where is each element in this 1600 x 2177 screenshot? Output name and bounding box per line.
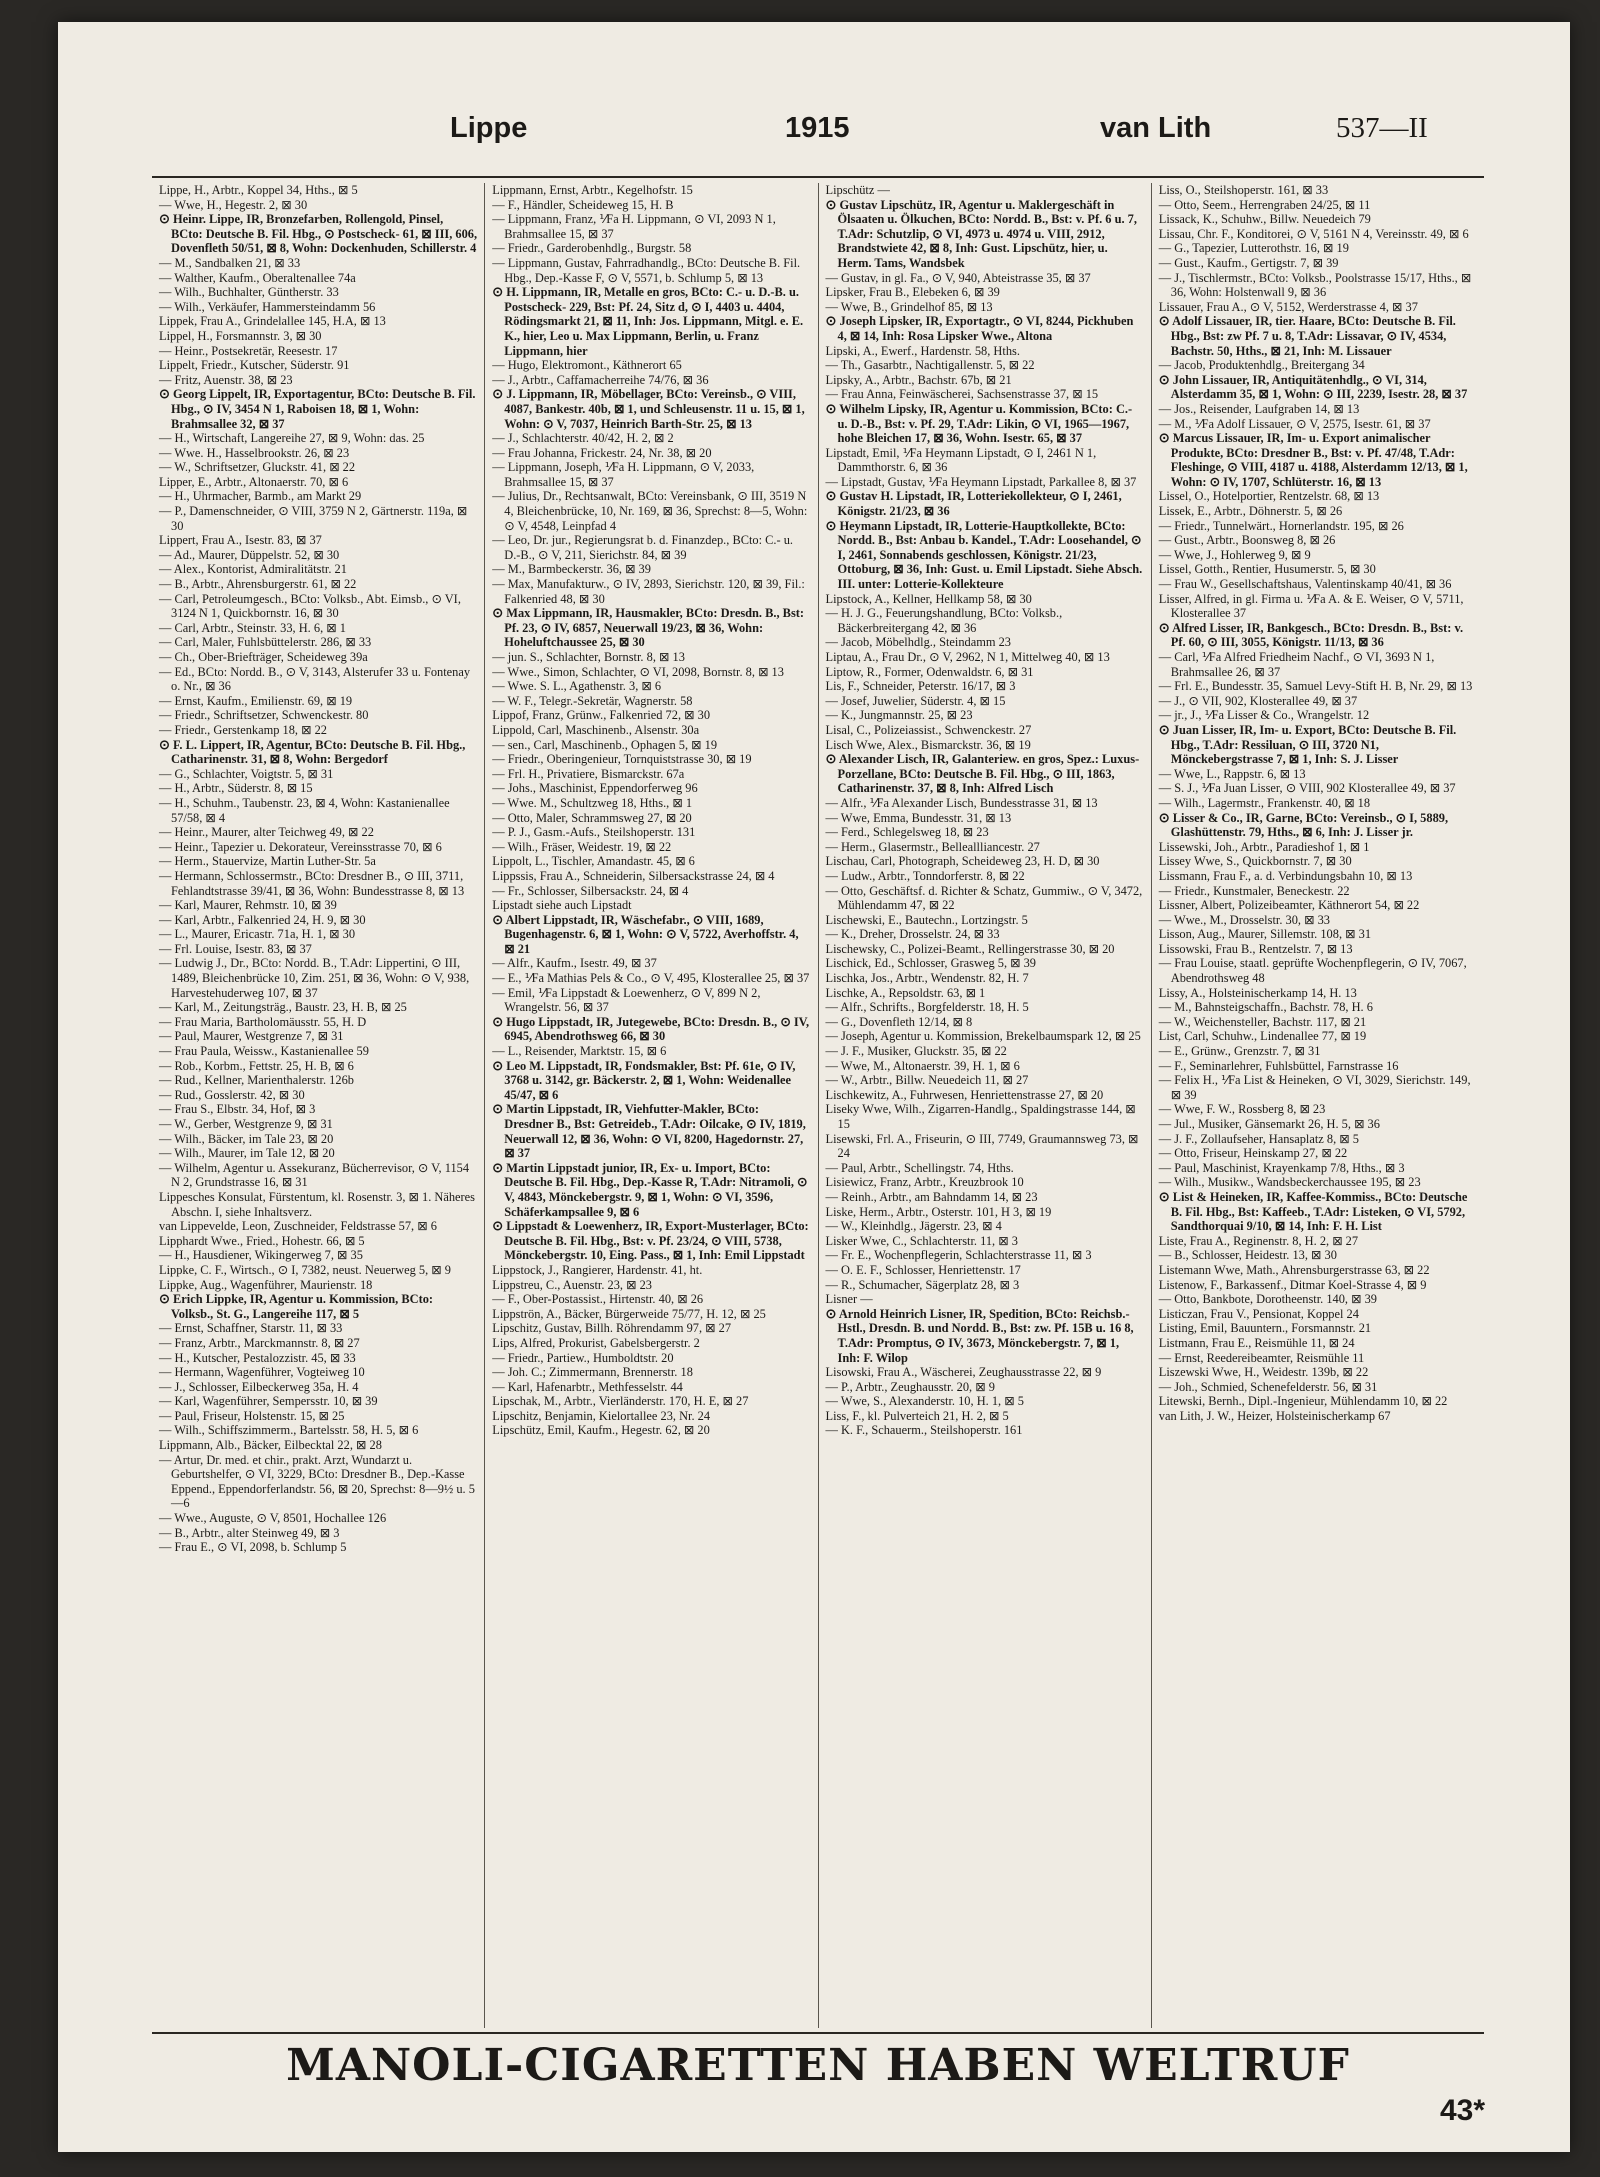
advertisement-banner: MANOLI-CIGARETTEN HABEN WELTRUF <box>286 2040 1350 2091</box>
directory-entry: — W., Schriftsetzer, Gluckstr. 41, ⊠ 22 <box>159 460 356 475</box>
directory-entry: Lippstreu, C., Auenstr. 23, ⊠ 23 <box>492 1277 653 1292</box>
directory-entry: — K. F., Schauerm., Steilshoperstr. 161 <box>825 1423 1023 1438</box>
directory-entry: — Frau S., Elbstr. 34, Hof, ⊠ 3 <box>159 1102 316 1117</box>
directory-entry: — J., Schlachterstr. 40/42, H. 2, ⊠ 2 <box>492 431 674 446</box>
directory-entry: — Wwe, B., Grindelhof 85, ⊠ 13 <box>825 299 993 314</box>
directory-entry: Lipschak, M., Arbtr., Vierländerstr. 170, H. E, ⊠ 27 <box>492 1394 749 1409</box>
directory-entry: — J., Arbtr., Caffamacherreihe 74/76, ⊠ 36 <box>492 372 709 387</box>
directory-entry: — P., Damenschneider, ⊙ VIII, 3759 N 2, Gärtnerstr. 119a, ⊠ 30 <box>159 504 468 533</box>
directory-entry: — L., Reisender, Marktstr. 15, ⊠ 6 <box>492 1044 667 1059</box>
directory-entry: — B., Arbtr., Ahrensburgerstr. 61, ⊠ 22 <box>159 577 357 592</box>
directory-entry: Lips, Alfred, Prokurist, Gabelsbergerstr. 2 <box>492 1335 700 1350</box>
directory-entry: — Carl, Arbtr., Steinstr. 33, H. 6, ⊠ 1 <box>159 620 346 635</box>
directory-entry: — M., ⅟Fa Adolf Lissauer, ⊙ V, 2575, Isestr. 61, ⊠ 37 <box>1158 416 1431 431</box>
directory-entry: — Gust., Arbtr., Boonsweg 8, ⊠ 26 <box>1158 533 1336 548</box>
directory-entry: — W., Arbtr., Billw. Neuedeich 11, ⊠ 27 <box>825 1073 1029 1088</box>
directory-entry: — Otto, Bankbote, Dorotheenstr. 140, ⊠ 39 <box>1158 1292 1377 1307</box>
directory-entry: — Ferd., Schlegelsweg 18, ⊠ 23 <box>825 825 989 840</box>
directory-entry: — Wwe, Emma, Bundesstr. 31, ⊠ 13 <box>825 810 1012 825</box>
directory-entry: — Paul, Maurer, Westgrenze 7, ⊠ 31 <box>159 1029 344 1044</box>
firm-entry: ⊙ Joseph Lipsker, IR, Exportagtr., ⊙ VI, 8244, Pickhuben 4, ⊠ 14, Inh: Rosa Lipsker Wwe., Altona <box>825 313 1134 343</box>
directory-entry: — H., Hausdiener, Wikingerweg 7, ⊠ 35 <box>159 1248 363 1263</box>
directory-entry: Litewski, Bernh., Dipl.-Ingenieur, Mühlendamm 10, ⊠ 22 <box>1158 1394 1448 1409</box>
directory-entry: — Paul, Friseur, Holstenstr. 15, ⊠ 25 <box>159 1408 345 1423</box>
directory-entry: Lissey Wwe, S., Quickbornstr. 7, ⊠ 30 <box>1158 854 1352 869</box>
directory-entry: — H., Kutscher, Pestalozzistr. 45, ⊠ 33 <box>159 1350 356 1365</box>
directory-entry: Lipstadt, Emil, ⅟Fa Heymann Lipstadt, ⊙ I, 2461 N 1, Dammthorstr. 6, ⊠ 36 <box>825 445 1097 475</box>
directory-entry: — Jacob, Möbelhdlg., Steindamm 23 <box>825 635 1011 650</box>
directory-entry: — W., Weichensteller, Bachstr. 117, ⊠ 21 <box>1158 1014 1367 1029</box>
directory-entry: Lisker Wwe, C., Schlachterstr. 11, ⊠ 3 <box>825 1233 1018 1248</box>
directory-entry: Liptau, A., Frau Dr., ⊙ V, 2962, N 1, Mittelweg 40, ⊠ 13 <box>825 650 1110 664</box>
firm-entry: ⊙ Hugo Lippstadt, IR, Jutegewebe, BCto: Dresdn. B., ⊙ IV, 6945, Abendrothsweg 66, ⊠ 30 <box>492 1013 810 1044</box>
directory-entry: — Hermann, Wagenführer, Vogteiweg 10 <box>159 1365 365 1380</box>
directory-entry: Listmann, Frau E., Reismühle 11, ⊠ 24 <box>1158 1335 1355 1350</box>
directory-entry: — Friedr., Garderobenhdlg., Burgstr. 58 <box>492 241 692 256</box>
firm-entry: ⊙ List & Heineken, IR, Kaffee-Kommiss., BCto: Deutsche B. Fil. Hbg., Bst: Kaffeeb., T.Adr: Listeken, ⊙ VI, 5792, Sandthorquai 9/10, ⊠ 14, Inh: F. H. List <box>1158 1188 1468 1234</box>
directory-entry: — Ludw., Arbtr., Tonndorferstr. 8, ⊠ 22 <box>825 868 1025 883</box>
directory-entry: — Emil, ⅟Fa Lippstadt & Loewenherz, ⊙ V, 899 N 2, Wrangelstr. 56, ⊠ 37 <box>492 985 761 1015</box>
directory-entry: — Th., Gasarbtr., Nachtigallenstr. 5, ⊠ 22 <box>825 358 1035 373</box>
firm-entry: ⊙ Juan Lisser, IR, Im- u. Export, BCto: Deutsche B. Fil. Hbg., T.Adr: Ressiluan, ⊙ III, 3720 N1, Mönckebergstrasse 7, ⊠ 1, Inh: S. J. Lisser <box>1158 721 1457 767</box>
column-4 <box>1151 183 1484 2028</box>
directory-entry: — Wwe, H., Hegestr. 2, ⊠ 30 <box>159 197 308 212</box>
directory-entry: List, Carl, Schuhw., Lindenallee 77, ⊠ 19 <box>1158 1029 1367 1044</box>
directory-entry: — Friedr., Kunstmaler, Beneckestr. 22 <box>1158 883 1350 898</box>
firm-entry: ⊙ Gustav H. Lipstadt, IR, Lotteriekollekteur, ⊙ I, 2461, Königstr. 21/23, ⊠ 36 <box>825 488 1122 519</box>
firm-entry: ⊙ Heinr. Lippe, IR, Bronzefarben, Rollengold, Pinsel, BCto: Deutsche B. Fil. Hbg., ⊙ Postscheck- 61, ⊠ III, 606, Dovenfleth 50/51, ⊠ 8, Wohn: Dockenhuden, Schillerstr. 4 <box>159 211 478 256</box>
directory-entry: — K., Jungmannstr. 25, ⊠ 23 <box>825 708 973 723</box>
directory-entry: — Wilh., Fräser, Weidestr. 19, ⊠ 22 <box>492 839 672 854</box>
directory-entry: — Fritz, Auenstr. 38, ⊠ 23 <box>159 372 293 387</box>
sheet-number: 43* <box>1440 2094 1486 2127</box>
directory-entry: — Leo, Dr. jur., Regierungsrat b. d. Finanzdep., BCto: C.- u. D.-B., ⊙ V, 211, Sierichstr. 84, ⊠ 39 <box>492 533 794 562</box>
directory-entry: — H., Wirtschaft, Langereihe 27, ⊠ 9, Wohn: das. 25 <box>159 431 425 446</box>
directory-entry: Lis, F., Schneider, Peterstr. 16/17, ⊠ 3 <box>825 679 1016 694</box>
directory-entry: — B., Arbtr., alter Steinweg 49, ⊠ 3 <box>159 1525 340 1540</box>
directory-entry: van Lith, J. W., Heizer, Holsteinischerkamp 67 <box>1158 1408 1391 1423</box>
directory-entry: Lippe, H., Arbtr., Koppel 34, Hths., ⊠ 5 <box>159 183 358 197</box>
directory-entry: — Lipstadt, Gustav, ⅟Fa Heymann Lipstadt, Parkallee 8, ⊠ 37 <box>825 474 1137 489</box>
directory-entry: — W., Kleinhdlg., Jägerstr. 23, ⊠ 4 <box>825 1219 1002 1234</box>
directory-entry: — Wwe. H., Hasselbrookstr. 26, ⊠ 23 <box>159 445 350 460</box>
directory-entry: — Friedr., Tunnelwärt., Hornerlandstr. 195, ⊠ 26 <box>1158 518 1404 533</box>
directory-entry: — Frau Louise, staatl. geprüfte Wochenpflegerin, ⊙ IV, 7067, Abendrothsweg 48 <box>1158 956 1467 986</box>
directory-entry: — Wilh., Schiffszimmerm., Bartelsstr. 58, H. 5, ⊠ 6 <box>159 1423 419 1438</box>
directory-entry: Liszewski Wwe, H., Weidestr. 139b, ⊠ 22 <box>1158 1365 1369 1380</box>
directory-entry: — Wwe., M., Drosselstr. 30, ⊠ 33 <box>1158 912 1330 927</box>
directory-entry: — Herm., Glasermstr., Belleallliancestr. 27 <box>825 839 1040 854</box>
directory-entry: Lissowski, Frau B., Rentzelstr. 7, ⊠ 13 <box>1158 941 1353 956</box>
directory-entry: — B., Schlosser, Heidestr. 13, ⊠ 30 <box>1158 1248 1337 1263</box>
directory-entry: Liseky Wwe, Wilh., Zigarren-Handlg., Spaldingstrasse 144, ⊠ 15 <box>825 1102 1136 1131</box>
directory-entry: — S. J., ⅟Fa Juan Lisser, ⊙ VIII, 902 Klosterallee 49, ⊠ 37 <box>1158 781 1456 796</box>
directory-entry: — Wilh., Maurer, im Tale 12, ⊠ 20 <box>159 1146 335 1161</box>
directory-entry: Lissauer, Frau A., ⊙ V, 5152, Werderstrasse 4, ⊠ 37 <box>1158 299 1418 314</box>
directory-entry: — Ernst, Kaufm., Emilienstr. 69, ⊠ 19 <box>159 693 353 708</box>
directory-entry: — Artur, Dr. med. et chir., prakt. Arzt, Wundarzt u. Geburtshelfer, ⊙ VI, 3229, BCto: Dresdner B., Dep.-Kasse Eppend., Eppendorferlandstr. 56, ⊠ 20, Sprechst: 8—9½ u. 5—6 <box>159 1452 475 1511</box>
firm-entry: ⊙ Lippstadt & Loewenherz, IR, Export-Musterlager, BCto: Deutsche B. Fil. Hbg., Bst: v. Pf. 23/24, ⊙ VIII, 5738, Mönckebergstr. 10, Eing. Pass., ⊠ 1, Inh: Emil Lippstadt <box>492 1218 809 1263</box>
directory-entry: Lipper, E., Arbtr., Altonaerstr. 70, ⊠ 6 <box>159 474 349 489</box>
directory-entry: Lippold, Carl, Maschinenb., Alsenstr. 30a <box>492 722 700 737</box>
directory-entry: Lisch Wwe, Alex., Bismarckstr. 36, ⊠ 19 <box>825 737 1031 752</box>
directory-entry: — P., Arbtr., Zeughausstr. 20, ⊠ 9 <box>825 1379 995 1394</box>
directory-entry: — J. F., Zollaufseher, Hansaplatz 8, ⊠ 5 <box>1158 1131 1359 1146</box>
header-first-name: Lippe <box>450 112 528 144</box>
firm-entry: ⊙ Martin Lippstadt junior, IR, Ex- u. Import, BCto: Deutsche B. Fil. Hbg., Dep.-Kasse R, T.Adr: Nitramoli, ⊙ V, 4843, Mönckebergstr. 9, ⊠ 1, Wohn: ⊙ VI, 3596, Schäferkampsallee 9, ⊠ 6 <box>492 1159 808 1219</box>
directory-entry: — Josef, Juwelier, Süderstr. 4, ⊠ 15 <box>825 693 1006 708</box>
directory-entry: Lissy, A., Holsteinischerkamp 14, H. 13 <box>1158 985 1357 1000</box>
directory-entry: — Ed., BCto: Nordd. B., ⊙ V, 3143, Alsterufer 33 u. Fontenay o. Nr., ⊠ 36 <box>159 664 471 694</box>
firm-entry: ⊙ H. Lippmann, IR, Metalle en gros, BCto: C.- u. D.-B. u. Postscheck- 229, Bst: Pf. 24, Sitz d, ⊙ I, 4403 u. 4404, Rödingsmarkt 21, ⊠ 11, Inh: Jos. Lippmann, Mitgl. e. E. K., hier, Leo u. Max Lippmann, Berlin, u. Franz Lippmann, hier <box>492 284 804 358</box>
directory-entry: Liss, F., kl. Pulverteich 21, H. 2, ⊠ 5 <box>825 1408 1009 1423</box>
directory-entry: Lippstock, J., Rangierer, Hardenstr. 41, ht. <box>492 1262 703 1277</box>
bottom-rule <box>152 2032 1484 2034</box>
firm-entry: ⊙ J. Lippmann, IR, Möbellager, BCto: Vereinsb., ⊙ VIII, 4087, Bankestr. 40b, ⊠ 1, und Schleusenstr. 11 u. 15, ⊠ 1, Wohn: ⊙ V, 7037, Heinrich Barth-Str. 25, ⊠ 13 <box>492 386 805 431</box>
directory-entry: Lissel, Gotth., Rentier, Husumerstr. 5, ⊠ 30 <box>1158 562 1376 577</box>
directory-entry: — Ernst, Reedereibeamter, Reismühle 11 <box>1158 1350 1365 1365</box>
directory-entry: — Wilh., Buchhalter, Güntherstr. 33 <box>159 285 339 300</box>
directory-entry: Listiczan, Frau V., Pensionat, Koppel 24 <box>1158 1306 1359 1321</box>
directory-entry: — G., Schlachter, Voigtstr. 5, ⊠ 31 <box>159 766 334 781</box>
directory-entry: — K., Dreher, Drosselstr. 24, ⊠ 33 <box>825 927 1000 942</box>
directory-entry: Liss, O., Steilshoperstr. 161, ⊠ 33 <box>1158 183 1329 197</box>
directory-entry: — Fr. E., Wochenpflegerin, Schlachterstrasse 11, ⊠ 3 <box>825 1248 1092 1263</box>
directory-entry: — Alfr., ⅟Fa Alexander Lisch, Bundesstrasse 31, ⊠ 13 <box>825 795 1098 810</box>
directory-entry: — Paul, Arbtr., Schellingstr. 74, Hths. <box>825 1160 1014 1175</box>
directory-entry: — sen., Carl, Maschinenb., Ophagen 5, ⊠ 19 <box>492 737 718 752</box>
directory-entry: — Friedr., Schriftsetzer, Schwenckestr. 80 <box>159 708 369 723</box>
directory-entry: — Wwe, J., Hohlerweg 9, ⊠ 9 <box>1158 547 1311 562</box>
firm-entry: ⊙ Marcus Lissauer, IR, Im- u. Export animalischer Produkte, BCto: Dresdner B., Bst: v. Pf. 47/48, T.Adr: Fleshinge, ⊙ VIII, 4187 u. 4188, Alsterdamm 12/13, ⊠ 1, Wohn: ⊙ IV, 1707, Schlüterstr. 16, ⊠ 13 <box>1158 430 1468 489</box>
directory-entry: — M., Barmbeckerstr. 36, ⊠ 39 <box>492 562 651 577</box>
directory-entry: Lipschitz, Benjamin, Kielortallee 23, Nr. 24 <box>492 1408 711 1423</box>
firm-entry: ⊙ Albert Lippstadt, IR, Wäschefabr., ⊙ VIII, 1689, Bugenhagenstr. 6, ⊠ 1, Wohn: ⊙ V, 5722, Averhoffstr. 4, ⊠ 21 <box>492 911 799 956</box>
directory-entry: — W. F., Telegr.-Sekretär, Wagnerstr. 58 <box>492 693 693 708</box>
directory-entry: Lippek, Frau A., Grindelallee 145, H.A, ⊠ 13 <box>159 314 386 329</box>
directory-entry: — H., Uhrmacher, Barmb., am Markt 29 <box>159 489 362 504</box>
directory-entry: Lipsky, A., Arbtr., Bachstr. 67b, ⊠ 21 <box>825 372 1012 387</box>
firm-entry: ⊙ Lisser & Co., IR, Garne, BCto: Vereinsb., ⊙ I, 5889, Glashüttenstr. 79, Hths., ⊠ 6, Inh: J. Lisser jr. <box>1158 809 1449 840</box>
directory-entry: — F., Händler, Scheideweg 15, H. B <box>492 197 674 212</box>
directory-entry: — Friedr., Gerstenkamp 18, ⊠ 22 <box>159 722 327 737</box>
directory-entry: — Ernst, Schaffner, Starstr. 11, ⊠ 33 <box>159 1321 343 1336</box>
top-rule <box>152 176 1484 178</box>
directory-entry: — G., Dovenfleth 12/14, ⊠ 8 <box>825 1014 973 1029</box>
directory-entry: Lischka, Jos., Arbtr., Wendenstr. 82, H. 7 <box>825 971 1029 986</box>
firm-entry: ⊙ Max Lippmann, IR, Hausmakler, BCto: Dresdn. B., Bst: Pf. 23, ⊙ IV, 6857, Neuerwall 19/23, ⊠ 36, Wohn: Hoheluftchaussee 25, ⊠ 30 <box>492 605 805 650</box>
directory-entry: — Wilh., Lagermstr., Frankenstr. 40, ⊠ 18 <box>1158 795 1371 810</box>
directory-entry: — Frau Johanna, Frickestr. 24, Nr. 38, ⊠ 20 <box>492 445 712 460</box>
firm-entry: ⊙ Erich Lippke, IR, Agentur u. Kommission, BCto: Volksb., St. G., Langereihe 117, ⊠ 5 <box>159 1291 434 1321</box>
directory-entry: — Fr., Schlosser, Silbersackstr. 24, ⊠ 4 <box>492 883 689 898</box>
header-page-number: 537—II <box>1336 112 1428 144</box>
directory-entry: — Otto, Maler, Schrammsweg 27, ⊠ 20 <box>492 810 692 825</box>
directory-entry: — J. F., Musiker, Gluckstr. 35, ⊠ 22 <box>825 1044 1007 1059</box>
directory-entry: Lippert, Frau A., Isestr. 83, ⊠ 37 <box>159 533 322 548</box>
directory-entry: Listing, Emil, Bauuntern., Forsmannstr. 21 <box>1158 1321 1372 1336</box>
directory-entry: Lisowski, Frau A., Wäscherei, Zeughausstrasse 22, ⊠ 9 <box>825 1365 1102 1380</box>
firm-entry: ⊙ Alfred Lisser, IR, Bankgesch., BCto: Dresdn. B., Bst: v. Pf. 60, ⊙ III, 3055, Königstr. 11/13, ⊠ 36 <box>1158 619 1464 650</box>
header-last-name: van Lith <box>1100 112 1212 144</box>
directory-entry: Lippesches Konsulat, Fürstentum, kl. Rosenstr. 3, ⊠ 1. Näheres Abschn. I, siehe Inhaltsverz. <box>159 1189 475 1219</box>
directory-entry: Lippke, Aug., Wagenführer, Maurienstr. 18 <box>159 1277 373 1292</box>
directory-entry: Lisal, C., Polizeiassist., Schwenckestr. 27 <box>825 722 1032 737</box>
directory-entry: Lippmann, Alb., Bäcker, Eilbecktal 22, ⊠ 28 <box>159 1438 382 1453</box>
directory-entry: — M., Bahnsteigschaffn., Bachstr. 78, H. 6 <box>1158 1000 1373 1015</box>
firm-entry: ⊙ Leo M. Lippstadt, IR, Fondsmakler, Bst: Pf. 61e, ⊙ IV, 3768 u. 3142, gr. Bäckerstr. 2, ⊠ 1, Wohn: Weidenallee 45/47, ⊠ 6 <box>492 1057 796 1102</box>
directory-entry: — Rob., Korbm., Fettstr. 25, H. B, ⊠ 6 <box>159 1058 354 1073</box>
firm-entry: ⊙ Arnold Heinrich Lisner, IR, Spedition, BCto: Reichsb.-Hstl., Dresdn. B. und Nordd. B., Bst: zw. Pf. 15B u. 16 8, T.Adr: Promptus, ⊙ IV, 3673, Mönckebergstr. 7, ⊠ 1, Inh: F. Wilop <box>825 1305 1134 1365</box>
column-1 <box>152 183 484 2028</box>
directory-entry: — W., Gerber, Westgrenze 9, ⊠ 31 <box>159 1117 333 1131</box>
directory-entry: — Heinr., Tapezier u. Dekorateur, Vereinsstrasse 70, ⊠ 6 <box>159 839 442 854</box>
directory-entry: — P. J., Gasm.-Aufs., Steilshoperstr. 131 <box>492 825 696 840</box>
directory-entry: — H., Arbtr., Süderstr. 8, ⊠ 15 <box>159 781 313 796</box>
directory-entry: — Felix H., ⅟Fa List & Heineken, ⊙ VI, 3029, Sierichstr. 149, ⊠ 39 <box>1158 1073 1471 1102</box>
directory-entry: — Wilh., Bäcker, im Tale 23, ⊠ 20 <box>159 1131 334 1146</box>
directory-entry: — Hermann, Schlossermstr., BCto: Dresdner B., ⊙ III, 3711, Fehlandtstrasse 39/41, ⊠ 36, Wohn: Bundesstrasse 8, ⊠ 13 <box>159 868 465 898</box>
directory-entry: van Lippevelde, Leon, Zuschneider, Feldstrasse 57, ⊠ 6 <box>159 1219 437 1234</box>
directory-entry: — Frau E., ⊙ VI, 2098, b. Schlump 5 <box>159 1540 347 1555</box>
directory-entry: Lippelt, Friedr., Kutscher, Süderstr. 91 <box>159 358 350 373</box>
directory-entry: — Frau Paula, Weissw., Kastanienallee 59 <box>159 1044 369 1059</box>
firm-entry: ⊙ F. L. Lippert, IR, Agentur, BCto: Deutsche B. Fil. Hbg., Catharinenstr. 31, ⊠ 8, Wohn: Bergedorf <box>159 736 466 767</box>
directory-entry: Lissau, Chr. F., Konditorei, ⊙ V, 5161 N 4, Vereinsstr. 49, ⊠ 6 <box>1158 226 1469 241</box>
page-header <box>450 112 1510 152</box>
directory-entry: — Lippmann, Gustav, Fahrradhandlg., BCto: Deutsche B. Fil. Hbg., Dep.-Kasse F, ⊙ V, 5571, b. Schlump 5, ⊠ 13 <box>492 255 801 285</box>
directory-entry: Lisser, Alfred, in gl. Firma u. ⅟Fa A. & E. Weiser, ⊙ V, 5711, Klosterallee 37 <box>1158 591 1464 621</box>
firm-entry: ⊙ John Lissauer, IR, Antiquitätenhdlg., ⊙ VI, 314, Alsterdamm 35, ⊠ 1, Wohn: ⊙ III, 2239, Isestr. 28, ⊠ 37 <box>1158 371 1468 402</box>
header-year: 1915 <box>785 112 850 144</box>
directory-entry: Lisewski, Frl. A., Friseurin, ⊙ III, 7749, Graumannsweg 73, ⊠ 24 <box>825 1131 1139 1161</box>
directory-entry: — Alex., Kontorist, Admiralitätstr. 21 <box>159 562 347 577</box>
directory-entry: — J., ⊙ VII, 902, Klosterallee 49, ⊠ 37 <box>1158 693 1358 708</box>
directory-entry: — Wwe. M., Schultzweg 18, Hths., ⊠ 1 <box>492 795 693 810</box>
directory-entry: — O. E. F., Schlosser, Henriettenstr. 17 <box>825 1262 1021 1277</box>
directory-entry: Lippof, Franz, Grünw., Falkenried 72, ⊠ 30 <box>492 708 711 723</box>
directory-entry: Lippolt, L., Tischler, Amandastr. 45, ⊠ 6 <box>492 854 695 869</box>
directory-entry: — H., Schuhm., Taubenstr. 23, ⊠ 4, Wohn: Kastanienallee 57/58, ⊠ 4 <box>159 795 450 825</box>
directory-entry: Lissewski, Joh., Arbtr., Paradieshof 1, ⊠ 1 <box>1158 839 1370 854</box>
directory-entry: Lisiewicz, Franz, Arbtr., Kreuzbrook 10 <box>825 1175 1024 1190</box>
directory-entry: — Karl, Arbtr., Falkenried 24, H. 9, ⊠ 30 <box>159 912 366 927</box>
directory-entry: — Herm., Stauervize, Martin Luther-Str. 5a <box>159 854 376 869</box>
directory-entry: Lipski, A., Ewerf., Hardenstr. 58, Hths. <box>825 343 1020 358</box>
directory-entry: — Alfr., Kaufm., Isestr. 49, ⊠ 37 <box>492 956 657 971</box>
directory-entry: — Rud., Kellner, Marienthalerstr. 126b <box>159 1073 354 1088</box>
firm-entry: ⊙ Georg Lippelt, IR, Exportagentur, BCto: Deutsche B. Fil. Hbg., ⊙ IV, 3454 N 1, Raboisen 18, ⊠ 1, Wohn: Brahmsallee 32, ⊠ 37 <box>159 386 476 431</box>
directory-entry: Lipschütz — <box>825 183 890 197</box>
directory-entry: — J., Schlosser, Eilbeckerweg 35a, H. 4 <box>159 1379 359 1394</box>
directory-entry: — Otto, Geschäftsf. d. Richter & Schatz, Gummiw., ⊙ V, 3472, Mühlendamm 47, ⊠ 22 <box>825 883 1143 913</box>
directory-entry: Lissel, O., Hotelportier, Rentzelstr. 68, ⊠ 13 <box>1158 489 1380 504</box>
directory-entry: — F., Seminarlehrer, Fuhlsbüttel, Farnstrasse 16 <box>1158 1058 1399 1073</box>
directory-entry: — Wilh., Musikw., Wandsbeckerchaussee 195, ⊠ 23 <box>1158 1175 1421 1190</box>
directory-entry: — Lippmann, Franz, ⅟Fa H. Lippmann, ⊙ VI, 2093 N 1, Brahmsallee 15, ⊠ 37 <box>492 212 776 241</box>
directory-entry: Lisner — <box>825 1292 873 1307</box>
directory-entry: — Joh., Schmied, Schenefelderstr. 56, ⊠ 31 <box>1158 1379 1378 1394</box>
directory-entry: — G., Tapezier, Lutterothstr. 16, ⊠ 19 <box>1158 241 1349 256</box>
directory-entry: — Frau Anna, Feinwäscherei, Sachsenstrasse 37, ⊠ 15 <box>825 387 1099 402</box>
directory-entry: Liptow, R., Former, Odenwaldstr. 6, ⊠ 31 <box>825 664 1034 679</box>
directory-entry: Lischau, Carl, Photograph, Scheideweg 23, H. D, ⊠ 30 <box>825 854 1100 869</box>
directory-entry: Lischewsky, C., Polizei-Beamt., Rellingerstrasse 30, ⊠ 20 <box>825 941 1115 956</box>
directory-entry: Lischick, Ed., Schlosser, Grasweg 5, ⊠ 39 <box>825 956 1037 971</box>
directory-entry: Lissack, K., Schuhw., Billw. Neuedeich 79 <box>1158 212 1371 227</box>
directory-entry: — E., ⅟Fa Mathias Pels & Co., ⊙ V, 495, Klosterallee 25, ⊠ 37 <box>492 971 810 986</box>
directory-entry: Lissner, Albert, Polizeibeamter, Käthnerort 54, ⊠ 22 <box>1158 898 1420 913</box>
directory-entry: Lipsker, Frau B., Elebeken 6, ⊠ 39 <box>825 285 1000 300</box>
directory-entry: — Franz, Arbtr., Marckmannstr. 8, ⊠ 27 <box>159 1335 360 1350</box>
directory-entry: — Heinr., Maurer, alter Teichweg 49, ⊠ 22 <box>159 825 374 840</box>
directory-entry: Lipphardt Wwe., Fried., Hohestr. 66, ⊠ 5 <box>159 1233 365 1248</box>
directory-entry: Lippssis, Frau A., Schneiderin, Silbersackstrasse 24, ⊠ 4 <box>492 868 775 883</box>
directory-entry: — Wwe, L., Rappstr. 6, ⊠ 13 <box>1158 766 1306 781</box>
directory-entry: — L., Maurer, Ericastr. 71a, H. 1, ⊠ 30 <box>159 927 356 942</box>
firm-entry: ⊙ Heymann Lipstadt, IR, Lotterie-Hauptkollekte, BCto: Nordd. B., Bst: Anbau b. Kandel., T.Adr: Loosehandel, ⊙ I, 2461, Sonnabends geschlossen, Königstr. 21/23, Ottoburg, ⊠ 36, Inh: Gust. u. Emil Lipstadt. Siehe Absch. III. unter: Lotterie-Kollekteure <box>825 517 1143 592</box>
directory-entry: Lischke, A., Repsoldstr. 63, ⊠ 1 <box>825 985 986 1000</box>
firm-entry: ⊙ Martin Lippstadt, IR, Viehfutter-Makler, BCto: Dresdner B., Bst: Getreideb., T.Adr: Oilcake, ⊙ IV, 1819, Neuerwall 12, ⊠ 36, Wohn: ⊙ VI, 8200, Hagedornstr. 27, ⊠ 37 <box>492 1101 806 1161</box>
directory-entry: — Wilh., Verkäufer, Hammersteindamm 56 <box>159 299 376 314</box>
firm-entry: ⊙ Wilhelm Lipsky, IR, Agentur u. Kommission, BCto: C.- u. D.-B., Bst: v. Pf. 29, T.Adr: Likin, ⊙ VI, 1965—1967, hohe Bleichen 17, ⊠ 36, Wohn. Isestr. 65, ⊠ 37 <box>825 400 1133 446</box>
directory-entry: — Frl. Louise, Isestr. 83, ⊠ 37 <box>159 941 312 956</box>
directory-entry: Listenow, F., Barkassenf., Ditmar Koel-Strasse 4, ⊠ 9 <box>1158 1277 1427 1292</box>
directory-entry: — Wwe., Auguste, ⊙ V, 8501, Hochallee 126 <box>159 1511 387 1526</box>
directory-entry: — Gust., Kaufm., Gertigstr. 7, ⊠ 39 <box>1158 255 1339 270</box>
directory-entry: — Reinh., Arbtr., am Bahndamm 14, ⊠ 23 <box>825 1189 1038 1204</box>
directory-entry: — Paul, Maschinist, Krayenkamp 7/8, Hths., ⊠ 3 <box>1158 1160 1405 1175</box>
directory-entry: — Joh. C.; Zimmermann, Brennerstr. 18 <box>492 1365 693 1380</box>
directory-entry: — Carl, ⅟Fa Alfred Friedheim Nachf., ⊙ VI, 3693 N 1, Brahmsallee 26, ⊠ 37 <box>1158 650 1435 679</box>
directory-entry: — Carl, Petroleumgesch., BCto: Volksb., Abt. Eimsb., ⊙ VI, 3124 N 1, Quickbornstr. 16, ⊠ 30 <box>159 591 461 621</box>
directory-entry: — Wilhelm, Agentur u. Assekuranz, Bücherrevisor, ⊙ V, 1154 N 2, Grundstrasse 16, ⊠ 31 <box>159 1160 470 1190</box>
directory-entry: — Max, Manufakturw., ⊙ IV, 2893, Sierichstr. 120, ⊠ 39, Fil.: Falkenried 48, ⊠ 30 <box>492 577 805 606</box>
directory-entry: — Hugo, Elektromont., Käthnerort 65 <box>492 358 682 373</box>
directory-entry: Lippströn, A., Bäcker, Bürgerweide 75/77, H. 12, ⊠ 25 <box>492 1306 766 1321</box>
directory-entry: — Rud., Gosslerstr. 42, ⊠ 30 <box>159 1087 305 1102</box>
directory-entry: — Ch., Ober-Briefträger, Scheideweg 39a <box>159 650 368 664</box>
directory-columns <box>152 183 1484 2028</box>
directory-entry: — Wwe, S., Alexanderstr. 10, H. 1, ⊠ 5 <box>825 1394 1024 1409</box>
directory-entry: — Karl, Maurer, Rehmstr. 10, ⊠ 39 <box>159 898 337 913</box>
directory-entry: — Ad., Maurer, Düppelstr. 52, ⊠ 30 <box>159 547 340 562</box>
directory-entry: Lisson, Aug., Maurer, Sillemstr. 108, ⊠ 31 <box>1158 927 1372 942</box>
directory-entry: — Wwe. S. L., Agathenstr. 3, ⊠ 6 <box>492 679 662 694</box>
directory-entry: Lipschütz, Emil, Kaufm., Hegestr. 62, ⊠ 20 <box>492 1423 710 1438</box>
directory-entry: Lippel, H., Forsmannstr. 3, ⊠ 30 <box>159 328 322 343</box>
column-2 <box>484 183 817 2028</box>
directory-entry: Lippmann, Ernst, Arbtr., Kegelhofstr. 15 <box>492 183 693 197</box>
directory-entry: Lissek, E., Arbtr., Döhnerstr. 5, ⊠ 26 <box>1158 504 1343 519</box>
directory-entry: — Ludwig J., Dr., BCto: Nordd. B., T.Adr: Lippertini, ⊙ III, 1489, Bleichenbrücke 10, Zim. 251, ⊠ 36, Wohn: ⊙ V, 938, Harvestehuderweg 107, ⊠ 37 <box>159 956 470 1000</box>
directory-entry: Lischkewitz, A., Fuhrwesen, Henriettenstrasse 27, ⊠ 20 <box>825 1087 1104 1102</box>
directory-entry: — Otto, Seem., Herrengraben 24/25, ⊠ 11 <box>1158 197 1371 212</box>
directory-entry: — Jacob, Produktenhdlg., Breitergang 34 <box>1158 358 1365 373</box>
directory-entry: — Jos., Reisender, Laufgraben 14, ⊠ 13 <box>1158 401 1360 416</box>
directory-entry: Lischewski, E., Bautechn., Lortzingstr. 5 <box>825 912 1028 927</box>
directory-entry: — jun. S., Schlachter, Bornstr. 8, ⊠ 13 <box>492 650 685 664</box>
directory-entry: — Frl. H., Privatiere, Bismarckstr. 67a <box>492 766 685 781</box>
directory-entry: — M., Sandbalken 21, ⊠ 33 <box>159 255 301 270</box>
directory-entry: — Otto, Friseur, Heinskamp 27, ⊠ 22 <box>1158 1146 1348 1161</box>
directory-entry: — Alfr., Schrifts., Borgfelderstr. 18, H. 5 <box>825 1000 1029 1015</box>
directory-entry: — Carl, Maler, Fuhlsbüttelerstr. 286, ⊠ 33 <box>159 635 372 650</box>
directory-entry: — Karl, Hafenarbtr., Methfesselstr. 44 <box>492 1379 683 1394</box>
directory-entry: — Wwe, M., Altonaerstr. 39, H. 1, ⊠ 6 <box>825 1058 1020 1073</box>
directory-entry: — Wwe, F. W., Rossberg 8, ⊠ 23 <box>1158 1102 1326 1117</box>
directory-entry: — J., Tischlermstr., BCto: Volksb., Poolstrasse 15/17, Hths., ⊠ 36, Wohn: Holstenwall 9, ⊠ 36 <box>1158 270 1472 300</box>
directory-entry: — Joseph, Agentur u. Kommission, Brekelbaumspark 12, ⊠ 25 <box>825 1029 1141 1044</box>
directory-entry: Lippke, C. F., Wirtsch., ⊙ I, 7382, neust. Neuerweg 5, ⊠ 9 <box>159 1262 451 1277</box>
directory-entry: — F., Ober-Postassist., Hirtenstr. 40, ⊠ 26 <box>492 1292 704 1307</box>
directory-entry: — Karl, M., Zeitungsträg., Baustr. 23, H. B, ⊠ 25 <box>159 1000 407 1015</box>
directory-entry: — Frau W., Gesellschaftshaus, Valentinskamp 40/41, ⊠ 36 <box>1158 577 1452 592</box>
directory-entry: — Friedr., Partiew., Humboldtstr. 20 <box>492 1350 674 1365</box>
directory-entry: — Wwe., Simon, Schlachter, ⊙ VI, 2098, Bornstr. 8, ⊠ 13 <box>492 664 784 679</box>
directory-entry: — Lippmann, Joseph, ⅟Fa H. Lippmann, ⊙ V, 2033, Brahmsallee 15, ⊠ 37 <box>492 460 755 489</box>
directory-entry: — Heinr., Postsekretär, Reesestr. 17 <box>159 343 338 358</box>
directory-entry: Lissmann, Frau F., a. d. Verbindungsbahn 10, ⊠ 13 <box>1158 868 1413 883</box>
directory-entry: — R., Schumacher, Sägerplatz 28, ⊠ 3 <box>825 1277 1020 1292</box>
firm-entry: ⊙ Gustav Lipschütz, IR, Agentur u. Maklergeschäft in Ölsaaten u. Ölkuchen, BCto: Nordd. B., Bst: v. Pf. 6 u. 7, T.Adr: Schutzlip, ⊙ VI, 4973 u. 4974 u. VIII, 2912, Brandstwiete 42, ⊠ 8, Inh: Gust. Lipschütz, hier, u. Herm. Tams, Wandsbek <box>825 196 1137 270</box>
directory-entry: — Julius, Dr., Rechtsanwalt, BCto: Vereinsbank, ⊙ III, 3519 N 4, Bleichenbrücke, 10, Nr. 169, ⊠ 36, Sprechst: 8—5, Wohn: ⊙ V, 4548, Leinpfad 4 <box>492 489 808 533</box>
directory-entry: Liste, Frau A., Reginenstr. 8, H. 2, ⊠ 27 <box>1158 1233 1359 1248</box>
directory-entry: — E., Grünw., Grenzstr. 7, ⊠ 31 <box>1158 1044 1321 1059</box>
directory-entry: Lipstock, A., Kellner, Hellkamp 58, ⊠ 30 <box>825 591 1032 606</box>
directory-entry: — Gustav, in gl. Fa., ⊙ V, 940, Abteistrasse 35, ⊠ 37 <box>825 270 1091 285</box>
column-3 <box>818 183 1151 2028</box>
directory-entry: — Walther, Kaufm., Oberaltenallee 74a <box>159 270 356 285</box>
directory-entry: Lipstadt siehe auch Lipstadt <box>492 898 632 913</box>
firm-entry: ⊙ Alexander Lisch, IR, Galanteriew. en gros, Spez.: Luxus-Porzellane, BCto: Deutsche B. Fil. Hbg., ⊙ III, 1863, Catharinenstr. 37, ⊠ 8, Inh: Alfred Lisch <box>825 751 1140 796</box>
directory-entry: Lipschitz, Gustav, Billh. Röhrendamm 97, ⊠ 27 <box>492 1321 732 1336</box>
directory-entry: — Jul., Musiker, Gänsemarkt 26, H. 5, ⊠ 36 <box>1158 1117 1380 1131</box>
firm-entry: ⊙ Adolf Lissauer, IR, tier. Haare, BCto: Deutsche B. Fil. Hbg., Bst: zw Pf. 7 u. 8, T.Adr: Lissavar, ⊙ IV, 4534, Bachstr. 50, Hths., ⊠ 21, Inh: M. Lissauer <box>1158 313 1456 358</box>
directory-entry: Listemann Wwe, Math., Ahrensburgerstrasse 63, ⊠ 22 <box>1158 1262 1430 1277</box>
directory-entry: Liske, Herm., Arbtr., Osterstr. 101, H 3, ⊠ 19 <box>825 1204 1052 1219</box>
directory-entry: — Johs., Maschinist, Eppendorferweg 96 <box>492 781 698 796</box>
directory-entry: — Karl, Wagenführer, Sempersstr. 10, ⊠ 39 <box>159 1394 378 1409</box>
directory-entry: — Friedr., Oberingenieur, Tornquiststrasse 30, ⊠ 19 <box>492 752 752 767</box>
directory-entry: — Frl. E., Bundesstr. 35, Samuel Levy-Stift H. B, Nr. 29, ⊠ 13 <box>1158 679 1473 694</box>
directory-entry: — Frau Maria, Bartholomäusstr. 55, H. D <box>159 1014 367 1029</box>
directory-entry: — jr., J., ⅟Fa Lisser & Co., Wrangelstr. 12 <box>1158 708 1370 723</box>
directory-entry: — H. J. G., Feuerungshandlung, BCto: Volksb., Bäckerbreitergang 42, ⊠ 36 <box>825 606 1063 635</box>
